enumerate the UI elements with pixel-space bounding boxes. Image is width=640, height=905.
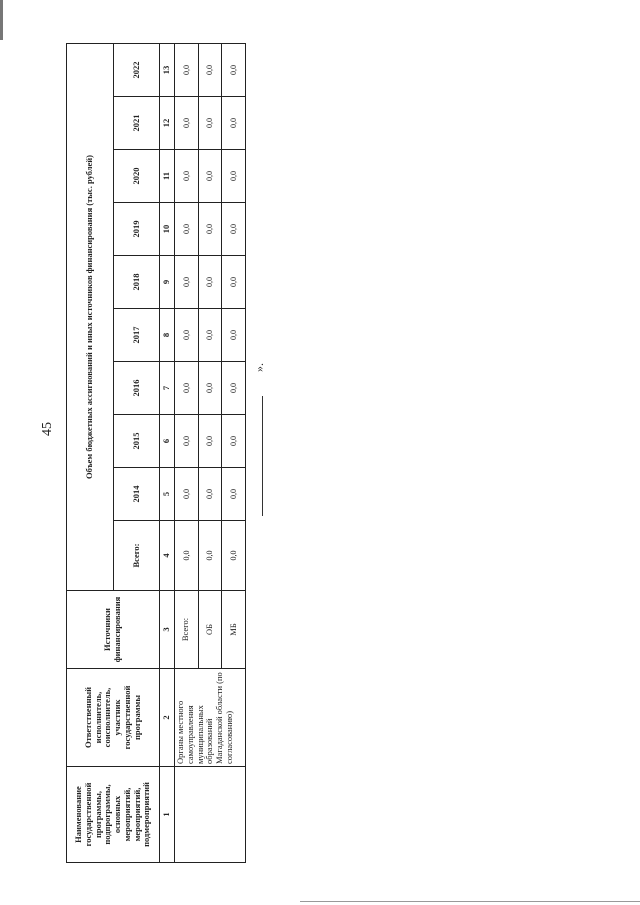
header-name: Наименование государственной программы, подпрограммы, основных мероприятий, мероприятий, подмероприятий (67, 767, 160, 863)
header-year: 2015 (113, 415, 160, 468)
value-cell: 0,0 (222, 309, 246, 362)
column-number: 11 (160, 150, 175, 203)
header-year: 2014 (113, 468, 160, 521)
table-row (175, 43, 199, 862)
value-cell: 0,0 (198, 468, 222, 521)
column-number: 6 (160, 415, 175, 468)
header-source: Источники финансирования (67, 591, 160, 669)
source-cell: Всего: (175, 591, 199, 669)
header-year: 2017 (113, 309, 160, 362)
funding-table-rotated (66, 43, 246, 863)
value-cell: 0,0 (175, 203, 199, 256)
value-cell: 0,0 (175, 468, 199, 521)
header-funding-group: Объем бюджетных ассигнований и иных источников финансирования (тыс. рублей) (67, 43, 114, 590)
value-cell: 0,0 (222, 150, 246, 203)
value-cell: 0,0 (222, 256, 246, 309)
column-number: 13 (160, 43, 175, 96)
value-cell: 0,0 (198, 43, 222, 96)
value-cell: 0,0 (175, 150, 199, 203)
column-number: 12 (160, 97, 175, 150)
header-year: 2019 (113, 203, 160, 256)
page-number: 45 (40, 422, 55, 436)
closing-rule (262, 396, 263, 516)
value-cell: 0,0 (198, 97, 222, 150)
value-cell: 0,0 (198, 256, 222, 309)
value-cell: 0,0 (198, 362, 222, 415)
scan-edge-mark (0, 0, 3, 40)
value-cell: 0,0 (198, 150, 222, 203)
value-cell: 0,0 (198, 203, 222, 256)
value-cell: 0,0 (222, 362, 246, 415)
value-cell: 0,0 (175, 309, 199, 362)
scan-bottom-line (300, 901, 640, 902)
column-number: 10 (160, 203, 175, 256)
column-number: 7 (160, 362, 175, 415)
closing-quote-mark: ». (252, 363, 266, 372)
header-year: 2021 (113, 97, 160, 150)
column-number: 3 (160, 591, 175, 669)
executor-cell: Органы местного самоуправления муниципальных образований Магаданской области (по согласованию) (175, 669, 246, 767)
source-cell: МБ (222, 591, 246, 669)
column-number: 4 (160, 521, 175, 591)
value-cell: 0,0 (175, 97, 199, 150)
program-name-cell (175, 767, 246, 863)
value-cell: 0,0 (175, 521, 199, 591)
header-total: Всего: (113, 521, 160, 591)
header-year: 2022 (113, 43, 160, 96)
value-cell: 0,0 (175, 362, 199, 415)
column-number: 1 (160, 767, 175, 863)
value-cell: 0,0 (222, 43, 246, 96)
value-cell: 0,0 (198, 521, 222, 591)
value-cell: 0,0 (175, 256, 199, 309)
column-number: 8 (160, 309, 175, 362)
value-cell: 0,0 (222, 468, 246, 521)
source-cell: ОБ (198, 591, 222, 669)
value-cell: 0,0 (222, 203, 246, 256)
value-cell: 0,0 (175, 415, 199, 468)
value-cell: 0,0 (222, 415, 246, 468)
header-year: 2020 (113, 150, 160, 203)
funding-table (66, 43, 246, 863)
header-year: 2018 (113, 256, 160, 309)
value-cell: 0,0 (222, 97, 246, 150)
column-number-row (160, 43, 175, 862)
value-cell: 0,0 (198, 415, 222, 468)
column-number: 5 (160, 468, 175, 521)
value-cell: 0,0 (175, 43, 199, 96)
header-year: 2016 (113, 362, 160, 415)
column-number: 2 (160, 669, 175, 767)
value-cell: 0,0 (198, 309, 222, 362)
column-number: 9 (160, 256, 175, 309)
value-cell: 0,0 (222, 521, 246, 591)
header-executor: Ответственный исполнитель, соисполнитель, участник государственной программы (67, 669, 160, 767)
